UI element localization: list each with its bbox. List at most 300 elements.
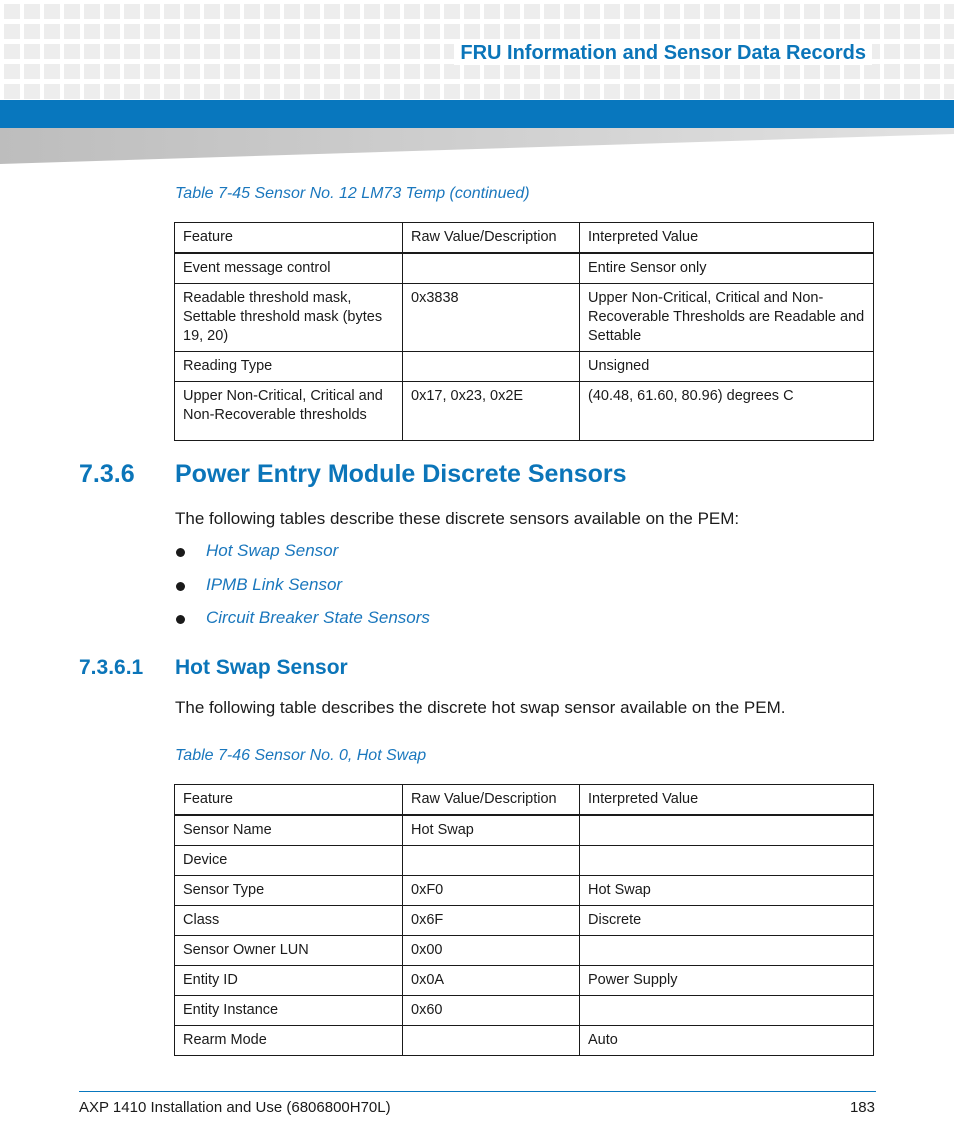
header-tile (384, 44, 400, 59)
header-tile (584, 84, 600, 99)
footer-rule (79, 1091, 876, 1092)
header-tile (104, 24, 120, 39)
header-tile (764, 24, 780, 39)
header-tile (384, 84, 400, 99)
header-tile (764, 4, 780, 19)
table-cell: Hot Swap (403, 815, 580, 846)
header-tile (504, 4, 520, 19)
table-cell: 0xF0 (403, 876, 580, 906)
header-tile (564, 4, 580, 19)
table-cell: 0x0A (403, 966, 580, 996)
table-cell (403, 253, 580, 284)
table-cell: Sensor Owner LUN (175, 936, 403, 966)
sensor-link-list (175, 541, 430, 642)
header-tile (864, 64, 880, 79)
header-tile (664, 24, 680, 39)
table-cell: Sensor Type (175, 876, 403, 906)
header-tile (684, 64, 700, 79)
header-tile (364, 4, 380, 19)
header-tile (744, 64, 760, 79)
table-row (175, 966, 874, 996)
header-tile (184, 24, 200, 39)
header-tile (844, 24, 860, 39)
header-tile (404, 24, 420, 39)
table-row (175, 352, 874, 382)
header-tile (644, 84, 660, 99)
header-tile (184, 44, 200, 59)
table-cell (403, 352, 580, 382)
header-tile (244, 84, 260, 99)
header-tile (524, 24, 540, 39)
header-tile (744, 24, 760, 39)
table-cell: Readable threshold mask, Settable threshold mask (bytes 19, 20) (175, 284, 403, 352)
bullet-icon (176, 615, 185, 624)
page-number: 183 (849, 1099, 875, 1116)
header-tile (784, 84, 800, 99)
header-tile (804, 84, 820, 99)
header-tile (224, 44, 240, 59)
header-tile (444, 24, 460, 39)
header-tile (764, 84, 780, 99)
header-tile (304, 64, 320, 79)
table-cell: 0x6F (403, 906, 580, 936)
header-tile (384, 4, 400, 19)
header-tile (284, 24, 300, 39)
header-tile (664, 64, 680, 79)
header-tile (924, 44, 940, 59)
header-tile (644, 4, 660, 19)
table-row (175, 846, 874, 876)
header-tile (464, 84, 480, 99)
header-tile (204, 84, 220, 99)
header-tile (624, 4, 640, 19)
subsection-number: 7.3.6.1 (79, 656, 144, 679)
header-tile (224, 24, 240, 39)
header-tile (184, 64, 200, 79)
header-tile (224, 84, 240, 99)
table-row (175, 253, 874, 284)
table-cell (580, 846, 874, 876)
header-tile (824, 84, 840, 99)
header-tile (224, 4, 240, 19)
table-cell: 0x60 (403, 996, 580, 1026)
header-tile (884, 24, 900, 39)
header-tile (744, 84, 760, 99)
table-header-row (175, 785, 874, 816)
header-tile (64, 64, 80, 79)
header-tile (244, 4, 260, 19)
table-cell (580, 996, 874, 1026)
header-tile (104, 64, 120, 79)
table-cell: Sensor Name (175, 815, 403, 846)
header-tile (944, 4, 954, 19)
header-tile (604, 24, 620, 39)
subsection-title: Hot Swap Sensor (175, 656, 348, 679)
header-tile (884, 64, 900, 79)
header-tile (4, 84, 20, 99)
header-tile (804, 64, 820, 79)
footer-doc-title: AXP 1410 Installation and Use (6806800H70L) (79, 1099, 391, 1116)
table-row (175, 815, 874, 846)
column-header: Interpreted Value (580, 785, 874, 816)
header-tile (164, 4, 180, 19)
header-tile (604, 64, 620, 79)
table-row (175, 382, 874, 441)
table-cell: Reading Type (175, 352, 403, 382)
header-tile (4, 24, 20, 39)
header-tile (844, 64, 860, 79)
header-tile (444, 64, 460, 79)
header-tile (544, 84, 560, 99)
header-tile (264, 84, 280, 99)
header-tile (844, 84, 860, 99)
header-tile (104, 84, 120, 99)
header-tile (684, 24, 700, 39)
header-tile (244, 24, 260, 39)
hot-swap-table (174, 784, 874, 1056)
column-header: Interpreted Value (580, 223, 874, 254)
header-tile (4, 4, 20, 19)
header-tile (944, 64, 954, 79)
header-tile (324, 4, 340, 19)
header-tile (664, 4, 680, 19)
table-header-row (175, 223, 874, 254)
header-tile (884, 84, 900, 99)
column-header: Feature (175, 785, 403, 816)
header-tile (624, 24, 640, 39)
table2-caption: Table 7-46 Sensor No. 0, Hot Swap (175, 747, 427, 764)
header-tile (704, 84, 720, 99)
ipmb-link-sensor-link[interactable]: IPMB Link Sensor (206, 574, 343, 594)
header-tile (364, 64, 380, 79)
header-tile (524, 64, 540, 79)
header-tile (844, 4, 860, 19)
header-tile (164, 24, 180, 39)
header-tile (264, 64, 280, 79)
header-tile (144, 44, 160, 59)
header-tile (364, 24, 380, 39)
column-header: Feature (175, 223, 403, 254)
table1-caption: Table 7-45 Sensor No. 12 LM73 Temp (continued) (175, 185, 530, 202)
header-tile (564, 84, 580, 99)
circuit-breaker-sensors-link[interactable]: Circuit Breaker State Sensors (206, 608, 430, 627)
header-tile (344, 24, 360, 39)
table-cell: Upper Non-Critical, Critical and Non-Recoverable Thresholds are Readable and Settable (580, 284, 874, 352)
header-tile (104, 4, 120, 19)
header-tile (904, 64, 920, 79)
header-tile (424, 84, 440, 99)
hot-swap-sensor-link[interactable]: Hot Swap Sensor (206, 541, 339, 560)
header-tile (124, 24, 140, 39)
column-header: Raw Value/Description (403, 785, 580, 816)
table-cell: (40.48, 61.60, 80.96) degrees C (580, 382, 874, 441)
table-cell: Class (175, 906, 403, 936)
header-tile (304, 24, 320, 39)
header-tile (804, 4, 820, 19)
header-tile (444, 4, 460, 19)
header-tile (164, 44, 180, 59)
header-tile (864, 4, 880, 19)
header-tile (144, 24, 160, 39)
header-tile (664, 84, 680, 99)
header-tile (724, 4, 740, 19)
header-tile (244, 64, 260, 79)
header-tile (504, 24, 520, 39)
header-tile (324, 44, 340, 59)
header-tile (64, 44, 80, 59)
header-tile (344, 4, 360, 19)
header-tile (784, 4, 800, 19)
header-tile (44, 4, 60, 19)
table-cell: Auto (580, 1026, 874, 1056)
header-tile (44, 44, 60, 59)
table-cell: Unsigned (580, 352, 874, 382)
running-header-title: FRU Information and Sensor Data Records (454, 42, 872, 65)
header-tile (904, 24, 920, 39)
table-cell: 0x3838 (403, 284, 580, 352)
header-tile (884, 44, 900, 59)
header-tile (924, 64, 940, 79)
table-row (175, 936, 874, 966)
header-tile (604, 84, 620, 99)
header-tile (204, 44, 220, 59)
table-cell: 0x00 (403, 936, 580, 966)
table-row (175, 906, 874, 936)
header-tile (424, 44, 440, 59)
header-tile (144, 84, 160, 99)
header-tile (304, 44, 320, 59)
header-tile (204, 4, 220, 19)
header-tile (364, 84, 380, 99)
header-tile (324, 84, 340, 99)
header-tile (264, 4, 280, 19)
header-tile (824, 4, 840, 19)
header-tile (484, 84, 500, 99)
header-tile (524, 84, 540, 99)
header-tile (144, 64, 160, 79)
table-cell: Rearm Mode (175, 1026, 403, 1056)
bullet-icon (176, 582, 185, 591)
header-tile (184, 84, 200, 99)
header-tile (64, 4, 80, 19)
header-tile (824, 64, 840, 79)
header-tile (484, 64, 500, 79)
header-tile (384, 64, 400, 79)
header-tile (44, 84, 60, 99)
table-row (175, 996, 874, 1026)
header-tile (864, 84, 880, 99)
header-tile (44, 64, 60, 79)
header-tile (944, 84, 954, 99)
header-tile (784, 64, 800, 79)
header-tile (924, 84, 940, 99)
section-intro: The following tables describe these discrete sensors available on the PEM: (175, 509, 740, 528)
header-tile (444, 84, 460, 99)
header-tile (924, 24, 940, 39)
header-tile (784, 24, 800, 39)
header-tile (404, 64, 420, 79)
header-tile (24, 24, 40, 39)
section-number: 7.3.6 (79, 460, 135, 488)
table-row (175, 284, 874, 352)
header-tile (404, 84, 420, 99)
header-tile (304, 4, 320, 19)
header-tile (84, 4, 100, 19)
list-item (175, 608, 430, 642)
header-tile (484, 4, 500, 19)
table-row (175, 876, 874, 906)
header-tile (684, 84, 700, 99)
list-item (175, 541, 430, 575)
header-tile (304, 84, 320, 99)
section-heading (79, 460, 627, 489)
header-tile (484, 24, 500, 39)
header-tile (244, 44, 260, 59)
header-tile (284, 64, 300, 79)
subsection-intro: The following table describes the discrete hot swap sensor available on the PEM. (175, 698, 786, 717)
header-tile (724, 24, 740, 39)
header-tile (564, 64, 580, 79)
header-tile (864, 24, 880, 39)
header-tile (64, 24, 80, 39)
header-tile (344, 64, 360, 79)
header-tile (44, 24, 60, 39)
header-tile (424, 24, 440, 39)
header-tile (404, 44, 420, 59)
header-tile (944, 24, 954, 39)
table-cell: 0x17, 0x23, 0x2E (403, 382, 580, 441)
header-tile (4, 44, 20, 59)
header-tile (704, 4, 720, 19)
table-cell: Hot Swap (580, 876, 874, 906)
header-tile (264, 24, 280, 39)
table-cell (403, 1026, 580, 1056)
list-item (175, 575, 430, 609)
header-tile (124, 84, 140, 99)
header-tile (24, 4, 40, 19)
header-tile (84, 44, 100, 59)
table-cell: Upper Non-Critical, Critical and Non-Recoverable thresholds (175, 382, 403, 441)
header-tile (644, 64, 660, 79)
table-row (175, 1026, 874, 1056)
header-tile (724, 84, 740, 99)
header-tile (544, 24, 560, 39)
header-tile (84, 84, 100, 99)
header-tile (24, 84, 40, 99)
header-tile (364, 44, 380, 59)
table-cell: Entity Instance (175, 996, 403, 1026)
header-tile (544, 64, 560, 79)
header-tile (424, 64, 440, 79)
header-tile (824, 24, 840, 39)
header-tile (324, 64, 340, 79)
header-tile (884, 4, 900, 19)
header-tile (904, 44, 920, 59)
header-tile (224, 64, 240, 79)
header-tile (4, 64, 20, 79)
header-tile (344, 84, 360, 99)
section-title: Power Entry Module Discrete Sensors (175, 460, 627, 488)
header-tile (384, 24, 400, 39)
header-tile (324, 24, 340, 39)
header-tile (744, 4, 760, 19)
header-tile (904, 4, 920, 19)
header-tile (504, 64, 520, 79)
header-tile (84, 24, 100, 39)
header-tile (944, 44, 954, 59)
header-tile (124, 64, 140, 79)
header-tile (124, 4, 140, 19)
header-tile (124, 44, 140, 59)
header-tile (404, 4, 420, 19)
header-tile (924, 4, 940, 19)
header-tile (144, 4, 160, 19)
header-tile (604, 4, 620, 19)
header-tile (104, 44, 120, 59)
header-tile (584, 64, 600, 79)
header-tile (544, 4, 560, 19)
subsection-heading (79, 656, 348, 680)
header-tile (284, 4, 300, 19)
table-cell: Discrete (580, 906, 874, 936)
header-tile (84, 64, 100, 79)
header-tile (24, 44, 40, 59)
bullet-icon (176, 548, 185, 557)
header-blue-bar (0, 100, 954, 128)
header-tile (904, 84, 920, 99)
table-cell: Entire Sensor only (580, 253, 874, 284)
header-tile (684, 4, 700, 19)
header-tile (424, 4, 440, 19)
header-tile (624, 84, 640, 99)
header-tile (564, 24, 580, 39)
header-tile (464, 4, 480, 19)
header-tile (164, 64, 180, 79)
table-cell (580, 936, 874, 966)
header-tile (624, 64, 640, 79)
header-gray-wedge (0, 128, 954, 164)
sensor12-table (174, 222, 874, 441)
header-tile (264, 44, 280, 59)
header-tile (284, 44, 300, 59)
header-tile (764, 64, 780, 79)
column-header: Raw Value/Description (403, 223, 580, 254)
header-tile (704, 64, 720, 79)
header-tile (524, 4, 540, 19)
table-cell: Event message control (175, 253, 403, 284)
header-tile (184, 4, 200, 19)
header-tile (204, 64, 220, 79)
header-tile (24, 64, 40, 79)
header-tile (504, 84, 520, 99)
header-tile (704, 24, 720, 39)
table-cell (580, 815, 874, 846)
header-tile (584, 24, 600, 39)
table-cell (403, 846, 580, 876)
table-cell: Power Supply (580, 966, 874, 996)
header-tile (804, 24, 820, 39)
header-tile (584, 4, 600, 19)
table-cell: Entity ID (175, 966, 403, 996)
header-tile (204, 24, 220, 39)
header-tile (284, 84, 300, 99)
header-tile (464, 24, 480, 39)
header-tile (464, 64, 480, 79)
table-cell: Device (175, 846, 403, 876)
header-tile (64, 84, 80, 99)
header-tile (644, 24, 660, 39)
header-tile (344, 44, 360, 59)
